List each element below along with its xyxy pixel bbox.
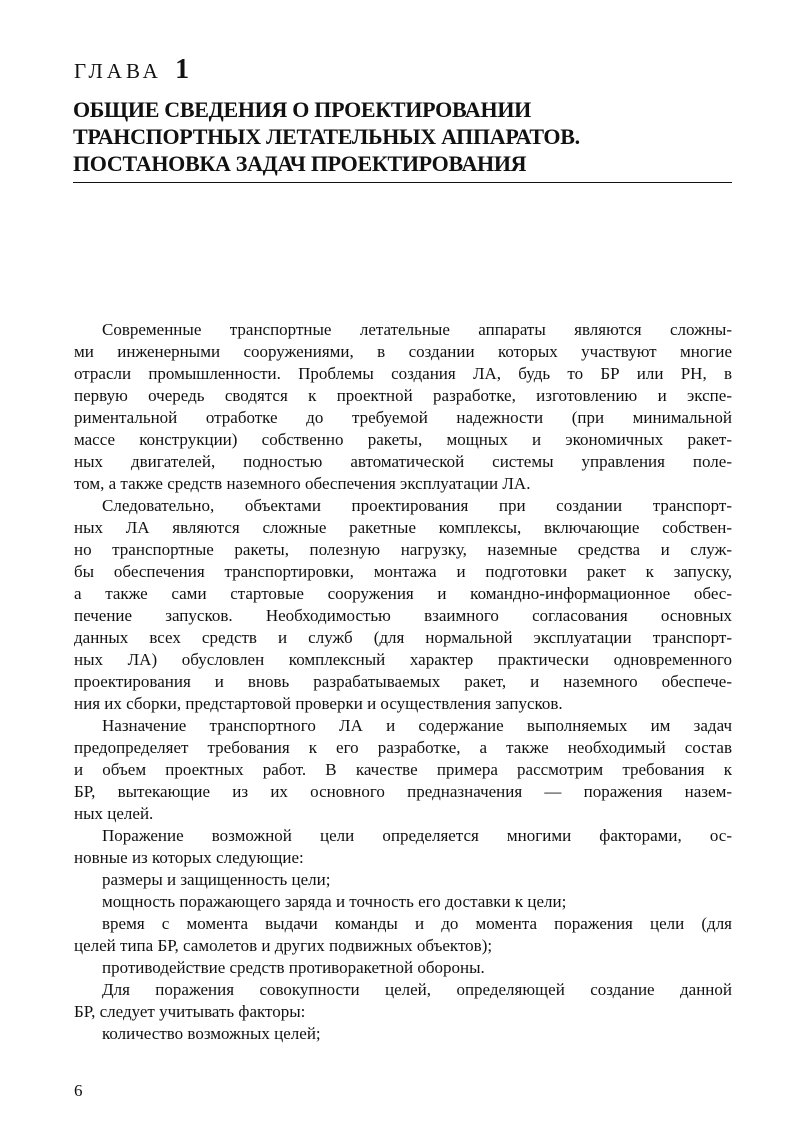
chapter-title xyxy=(73,96,753,177)
text-line: целей типа БР, самолетов и других подвижных объектов); xyxy=(74,936,493,955)
text-line: ных целей. xyxy=(74,804,154,823)
chapter-label xyxy=(74,54,189,86)
text-line: ных ЛА) обусловлен комплексный характер практически одновременного xyxy=(74,650,732,669)
text-line: ми инженерными сооружениями, в создании которых участвуют многие xyxy=(74,342,732,361)
text-line: бы обеспечения транспортировки, монтажа и подготовки ракет к запуску, xyxy=(74,562,732,581)
text-line: риментальной отработке до требуемой надежности (при минимальной xyxy=(74,408,732,427)
text-line: и объем проектных работ. В качестве примера рассмотрим требования к xyxy=(74,760,732,779)
text-line: но транспортные ракеты, полезную нагрузку, наземные средства и служ- xyxy=(74,540,732,559)
text-line: Следовательно, объектами проектирования при создании транспорт- xyxy=(102,496,732,515)
text-line: массе конструкции) собственно ракеты, мощных и экономичных ракет- xyxy=(74,430,732,449)
text-line: количество возможных целей; xyxy=(102,1024,321,1043)
title-divider xyxy=(73,182,732,183)
chapter-word: ГЛАВА xyxy=(74,59,162,83)
text-line: Назначение транспортного ЛА и содержание выполняемых им задач xyxy=(102,716,732,735)
text-line: а также сами стартовые сооружения и командно-информационное обес- xyxy=(74,584,732,603)
text-line: ных двигателей, подностью автоматической системы управления поле- xyxy=(74,452,732,471)
text-line: первую очередь сводятся к проектной разработке, изготовлению и экспе- xyxy=(74,386,732,405)
text-line: ния их сборки, предстартовой проверки и осуществления запусков. xyxy=(74,694,563,713)
text-line: время с момента выдачи команды и до момента поражения цели (для xyxy=(102,914,732,933)
page-number: 6 xyxy=(74,1081,83,1100)
text-line: ных ЛА являются сложные ракетные комплексы, включающие собствен- xyxy=(74,518,732,537)
text-line: Поражение возможной цели определяется многими факторами, ос- xyxy=(102,826,732,845)
text-line: новные из которых следующие: xyxy=(74,848,304,867)
text-line: отрасли промышленности. Проблемы создания ЛА, будь то БР или РН, в xyxy=(74,364,732,383)
text-line: БР, вытекающие из их основного предназначения — поражения назем- xyxy=(74,782,732,801)
text-line: проектирования и вновь разрабатываемых ракет, и наземного обеспече- xyxy=(74,672,732,691)
chapter-number: 1 xyxy=(175,54,190,85)
body-text xyxy=(74,319,732,1045)
text-line: размеры и защищенность цели; xyxy=(102,870,331,889)
text-line: БР, следует учитывать факторы: xyxy=(74,1002,306,1021)
chapter-title-line: ОБЩИЕ СВЕДЕНИЯ О ПРОЕКТИРОВАНИИ xyxy=(73,97,531,122)
text-line: Для поражения совокупности целей, определяющей создание данной xyxy=(102,980,732,999)
text-line: противодействие средств противоракетной обороны. xyxy=(102,958,485,977)
text-line: том, а также средств наземного обеспечения эксплуатации ЛА. xyxy=(74,474,531,493)
text-line: мощность поражающего заряда и точность его доставки к цели; xyxy=(102,892,567,911)
text-line: предопределяет требования к его разработке, а также необходимый состав xyxy=(74,738,732,757)
text-line: Современные транспортные летательные аппараты являются сложны- xyxy=(102,320,732,339)
text-line: данных всех средств и служб (для нормальной эксплуатации транспорт- xyxy=(74,628,732,647)
text-line: печение запусков. Необходимостью взаимного согласования основных xyxy=(74,606,732,625)
chapter-title-line: ТРАНСПОРТНЫХ ЛЕТАТЕЛЬНЫХ АППАРАТОВ. xyxy=(73,124,580,149)
chapter-title-line: ПОСТАНОВКА ЗАДАЧ ПРОЕКТИРОВАНИЯ xyxy=(73,151,527,176)
